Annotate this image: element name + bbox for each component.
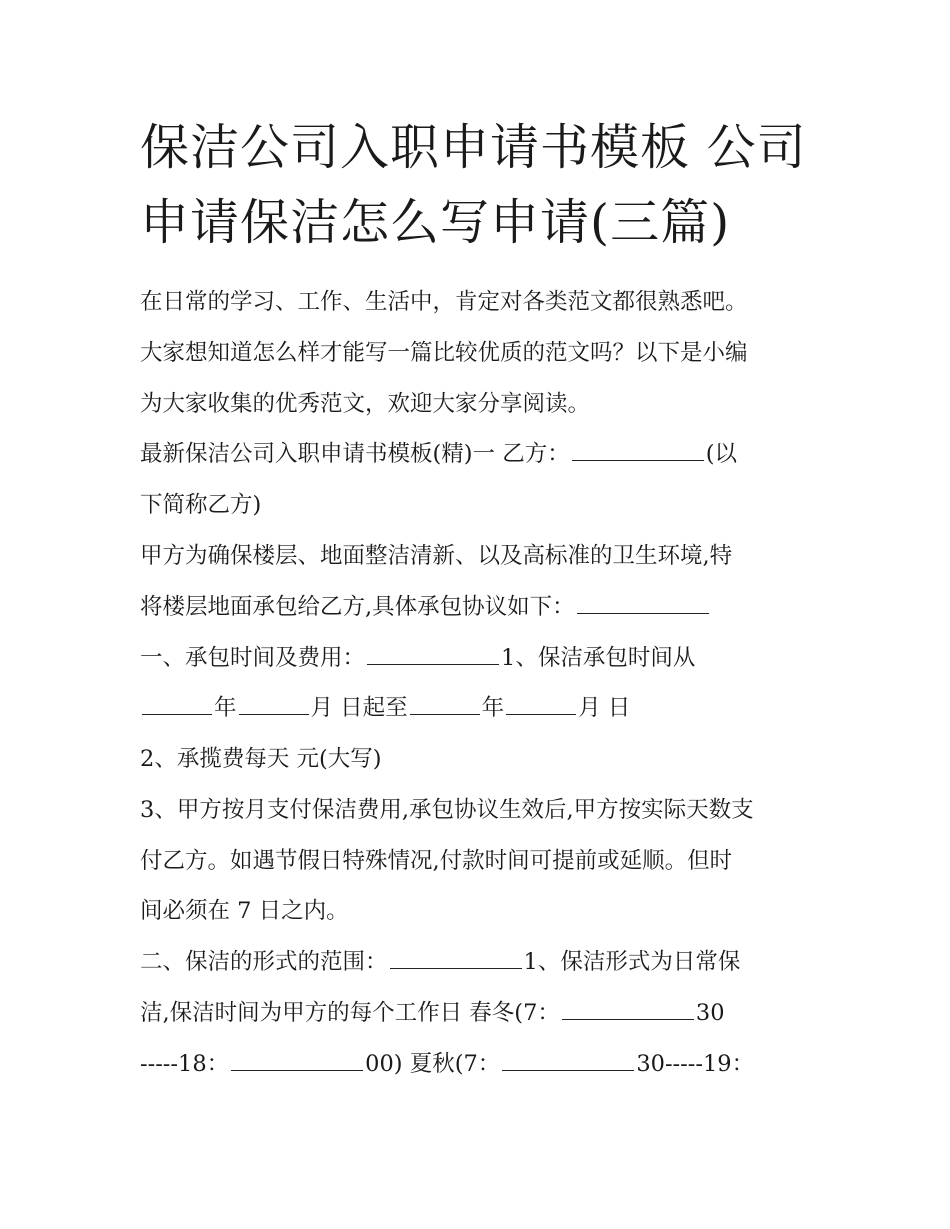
fill-blank	[390, 946, 522, 969]
item-3-line-3: 间必须在 7 日之内。	[140, 898, 349, 924]
section-1-line	[140, 642, 840, 674]
section-2-heading: 二、保洁的形式的范围：	[140, 949, 388, 975]
fill-blank	[572, 438, 704, 461]
template-heading-suffix: (以	[705, 441, 737, 467]
intro-line-1: 在日常的学习、工作、生活中，肯定对各类范文都很熟悉吧。	[140, 289, 748, 315]
time-value: 30	[695, 1000, 725, 1026]
template-heading-continuation: 下简称乙方)	[140, 492, 262, 518]
time-range-text: 30-----19：	[636, 1051, 755, 1077]
time-range-text: -----18：	[140, 1051, 230, 1077]
fill-blank	[410, 692, 480, 715]
fill-blank	[239, 692, 309, 715]
summer-autumn-text: 00) 夏秋(7：	[365, 1051, 501, 1077]
item-2-line: 2、承揽费每天 元(大写)	[140, 746, 382, 772]
template-heading-line	[140, 438, 840, 470]
fill-blank	[502, 1048, 634, 1071]
intro-line-2: 大家想知道怎么样才能写一篇比较优质的范文吗？以下是小编	[140, 340, 748, 366]
year-label: 年	[481, 695, 505, 721]
intro-line-3: 为大家收集的优秀范文，欢迎大家分享阅读。	[140, 391, 591, 417]
cleaning-schedule-text: 洁,保洁时间为甲方的每个工作日 春冬(7：	[140, 1000, 560, 1026]
section-2-line-2	[140, 997, 840, 1029]
year-label: 年	[214, 695, 237, 721]
month-day-end-label: 月 日	[578, 695, 631, 721]
month-day-start-label: 月 日起至	[310, 695, 408, 721]
fill-blank	[506, 692, 576, 715]
item-3-line-1: 3、甲方按月支付保洁费用,承包协议生效后,甲方按实际天数支	[140, 797, 754, 823]
section-1-heading: 一、承包时间及费用：	[140, 645, 366, 671]
paragraph-1-line-1: 甲方为确保楼层、地面整洁清新、以及高标准的卫生环境,特	[140, 543, 733, 569]
section-2-line	[140, 946, 840, 978]
section-1-item-1: 1、保洁承包时间从	[501, 645, 696, 671]
fill-blank	[231, 1048, 363, 1071]
fill-blank	[562, 997, 694, 1020]
section-2-item-1: 1、保洁形式为日常保	[523, 949, 741, 975]
paragraph-1-text: 将楼层地面承包给乙方,具体承包协议如下：	[140, 594, 575, 620]
fill-blank	[367, 642, 499, 665]
fill-blank	[142, 692, 212, 715]
date-range-line	[140, 692, 840, 724]
document-title-line-1: 保洁公司入职申请书模板 公司	[140, 119, 807, 176]
template-heading-text: 最新保洁公司入职申请书模板(精)一 乙方：	[140, 441, 570, 467]
paragraph-1-line-2	[140, 591, 840, 623]
section-2-line-3	[140, 1048, 840, 1080]
fill-blank	[577, 591, 709, 614]
item-3-line-2: 付乙方。如遇节假日特殊情况,付款时间可提前或延顺。但时	[140, 848, 733, 874]
document-title-line-2: 申请保洁怎么写申请(三篇)	[140, 194, 731, 251]
